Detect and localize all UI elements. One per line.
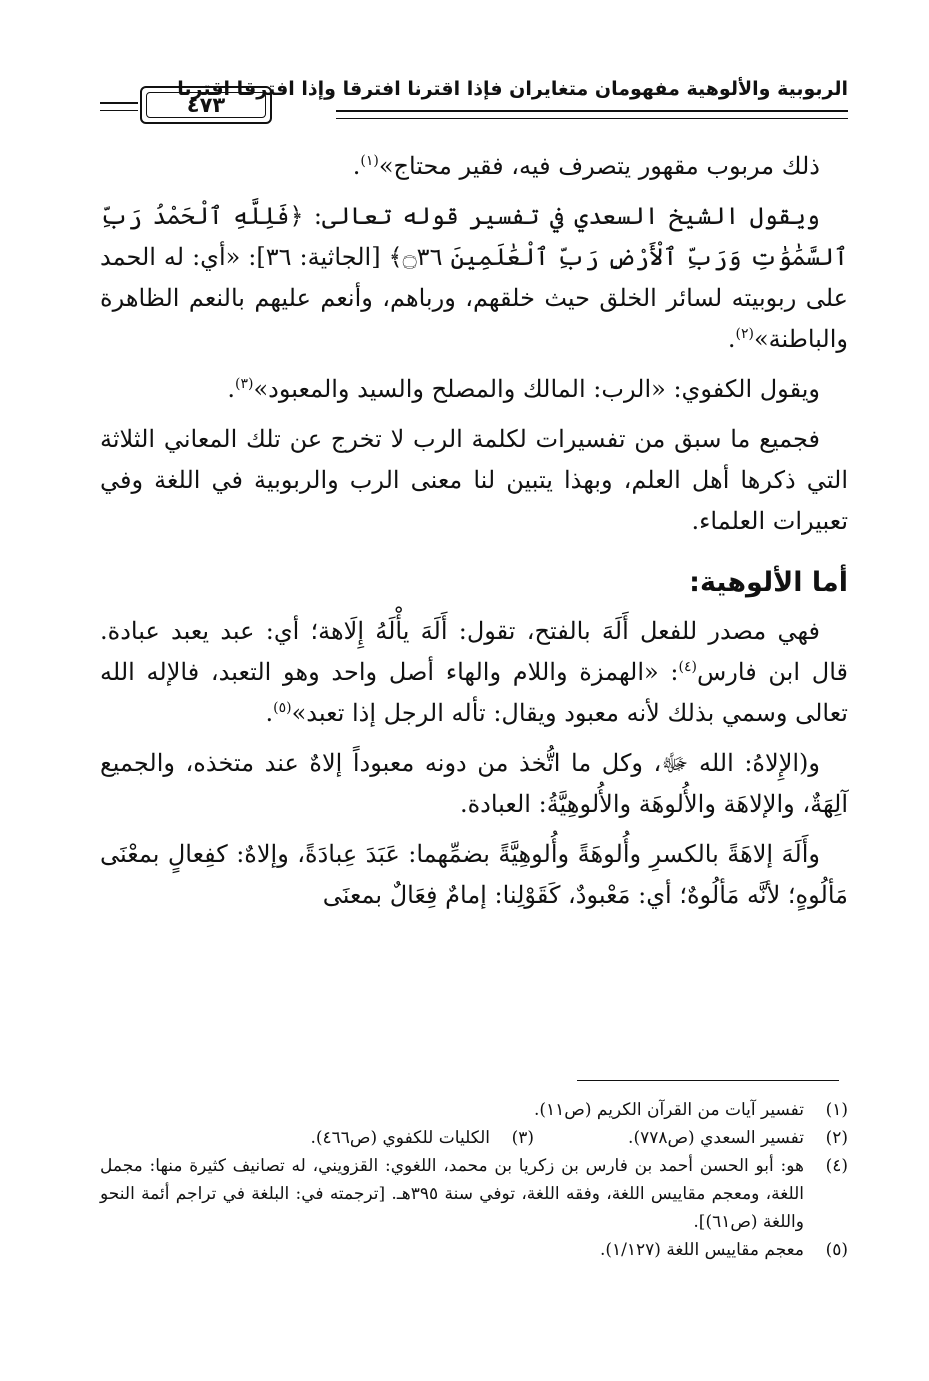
footnote-number: (٥) [825,1240,848,1260]
header-rule [336,110,848,119]
punctuation: . [352,152,361,180]
footnote-divider [577,1080,839,1081]
footnote-number: (٤) [825,1156,848,1176]
footnote-2-3 [100,1124,848,1152]
punctuation: . [227,375,236,403]
footnote-text: تفسير السعدي (ص٧٧٨). [628,1128,804,1148]
paragraph-3 [100,369,848,410]
footnote-ref: (١) [360,153,379,169]
paragraph-text: ذلك مربوب مقهور يتصرف فيه، فقير محتاج» [378,152,820,180]
paragraph-1 [100,146,848,187]
paragraph-text: : «الهمزة واللام والهاء أصل واحد وهو التعبد، فالإله الله تعالى وسمي بذلك لأنه معبود ويقال: تأله الرجل إذا تعبد» [100,658,848,727]
paragraph-7: وأَلَهَ إلاهَةً بالكسرِ وأُلوهَةً وأُلوهِيَّةً بضمِّهما: عَبَدَ عِبادَةً، وإلاهٌ: كفِعالٍ بمعْنَى مَألُوهٍ؛ لأنَّه مَألُوهٌ؛ أي: مَعْبودٌ، كَقَوْلِنا: إمامٌ فِعَالٌ بمعنَى [100,840,848,909]
footnote-text: تفسير آيات من القرآن الكريم (ص١١). [533,1100,804,1120]
paragraph-text: ويقول الكفوي: «الرب: المالك والمصلح والسيد والمعبود» [253,375,820,403]
page-number-frame [140,86,272,124]
footnote-number: (٢) [825,1128,848,1148]
footnote-number: (١) [825,1100,848,1120]
section-heading: أما الألوهية: [689,567,848,598]
footnote-ref: (٣) [235,376,254,392]
footnote-ref: (٤) [678,659,697,675]
main-text [100,146,848,925]
paragraph-2 [100,196,848,360]
paragraph-5 [100,611,848,734]
paragraph-text: فهي مصدر للفعل أَلَهَ بالفتح، تقول: أَلَهَ يأْلَهُ إِلَاهة؛ أي: عبد يعبد عبادة. قال ابن فارس [100,617,848,686]
footnotes [100,1096,848,1264]
paragraph-text: ويقول الشيخ السعدي في تفسير قوله تعالى: ﴿فَلِلَّهِ ٱلْحَمْدُ رَبِّ ٱلسَّمَٰوَٰتِ وَرَبِّ ٱلْأَرْضِ رَبِّ ٱلْعَٰلَمِينَ ۝٣٦﴾ [الجاثية: ٣٦]: «أي: له الحمد على ربوبيته لسائر الخلق حيث خلقهم، ورباهم، وأنعم عليهم بالنعم الظاهرة والباطنة» [100,202,849,353]
footnote-number: (٣) [511,1128,534,1148]
footnote-text: معجم مقاييس اللغة (١/١٢٧). [599,1240,804,1260]
punctuation: . [265,699,274,727]
page-header [100,64,848,124]
footnote-4 [100,1152,848,1236]
footnote-text: هو: أبو الحسن أحمد بن فارس بن زكريا بن محمد، اللغوي: القزويني، له تصانيف كثيرة منها: مجمل اللغة، ومعجم مقاييس اللغة، وفقه اللغة، توفي سنة ٣٩٥هـ. [ترجمته في: البلغة في تراجم أئمة النحو واللغة (ص٦١)]. [100,1156,804,1232]
header-rule-short [100,102,138,111]
footnote-ref: (٢) [735,326,754,342]
running-title: الربوبية والألوهية مفهومان متغايران فإذا اقترنا افترقا وإذا افترقا اقترنا [177,78,848,100]
paragraph-4: فجميع ما سبق من تفسيرات لكلمة الرب لا تخرج عن تلك المعاني الثلاثة التي ذكرها أهل العلم، وبهذا يتبين لنا معنى الرب والربوبية في اللغة وفي تعبيرات العلماء. [100,425,848,535]
footnote-text: الكليات للكفوي (ص٤٦٦). [310,1128,490,1148]
footnote-5 [100,1236,848,1264]
footnote-1 [100,1096,848,1124]
paragraph-6: و(الإِلاهُ: الله ﷻ، وكل ما اتُّخذ من دونه معبوداً إلاهٌ عند متخذه، والجميع آلِهَةٌ، والإلاهَة والأُلوهَة والأُلوهِيَّةُ: العبادة. [100,749,848,818]
punctuation: . [727,325,736,353]
footnote-ref: (٥) [273,700,292,716]
page-number: ٤٧٣ [146,92,266,118]
